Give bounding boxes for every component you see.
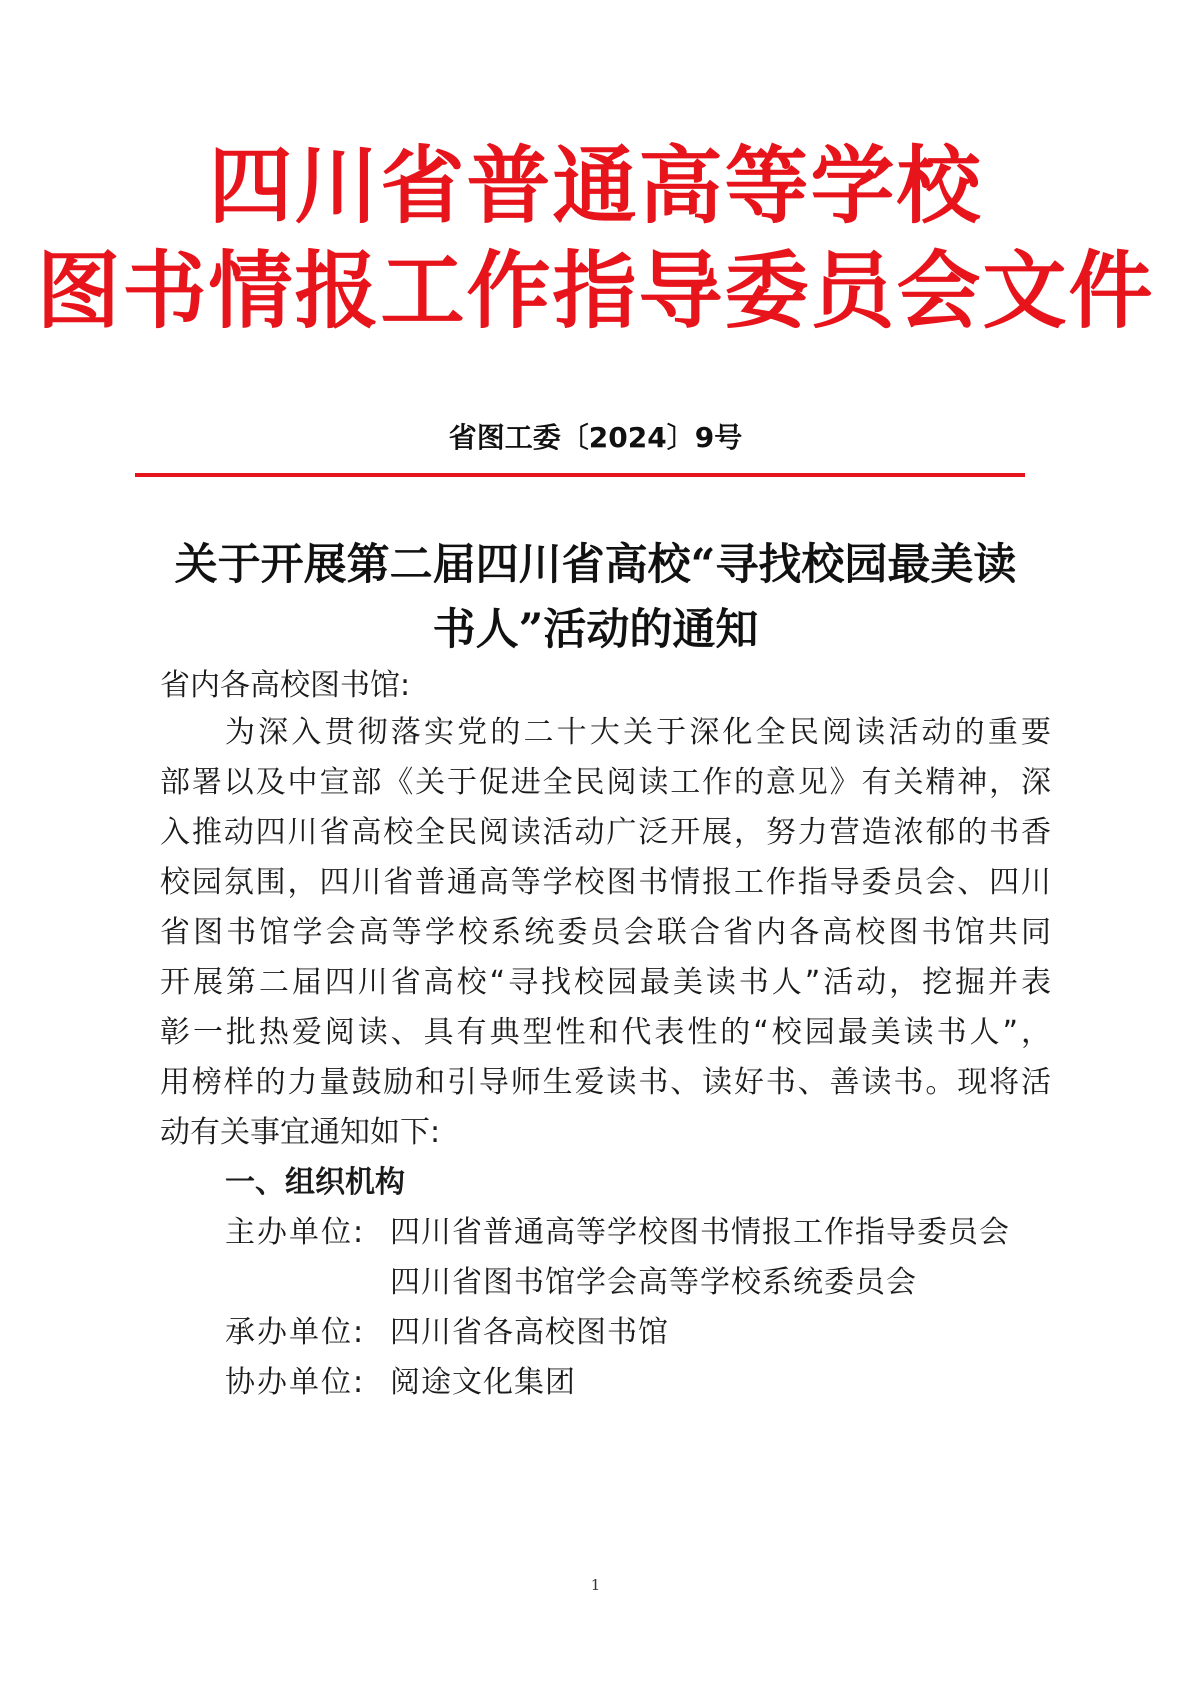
host-label: 承办单位: [225, 1315, 366, 1350]
host-value: 四川省各高校图书馆 [390, 1315, 669, 1350]
paragraph-line: 开展第二届四川省高校“寻找校园最美读书人”活动，挖掘并表 [160, 965, 1051, 1000]
paragraph-line: 为深入贯彻落实党的二十大关于深化全民阅读活动的重要 [225, 715, 1051, 750]
notice-title-line2: 书人”活动的通知 [432, 605, 759, 655]
paragraph-line: 动有关事宜通知如下: [160, 1115, 441, 1150]
organizer-value: 四川省图书馆学会高等学校系统委员会 [390, 1265, 917, 1300]
co-organizer-value: 阅途文化集团 [390, 1365, 576, 1400]
notice-title-line1: 关于开展第二届四川省高校“寻找校园最美读 [174, 540, 1017, 590]
paragraph-line: 入推动四川省高校全民阅读活动广泛开展，努力营造浓郁的书香 [160, 815, 1051, 850]
document-number: 省图工委〔2024〕9号 [448, 421, 743, 454]
paragraph-line: 用榜样的力量鼓励和引导师生爱读书、读好书、善读书。现将活 [160, 1065, 1051, 1100]
paragraph-line: 彰一批热爱阅读、具有典型性和代表性的“校园最美读书人”， [160, 1015, 1051, 1050]
salutation: 省内各高校图书馆: [160, 668, 411, 703]
section-heading: 一、组织机构 [225, 1165, 405, 1200]
page-number: 1 [590, 1576, 601, 1594]
masthead-title-line1: 四川省普通高等学校 [208, 137, 983, 235]
organizer-label: 主办单位: [225, 1215, 366, 1250]
masthead-title-line2: 图书情报工作指导委员会文件 [36, 242, 1155, 340]
paragraph-line: 校园氛围，四川省普通高等学校图书情报工作指导委员会、四川 [160, 865, 1051, 900]
co-organizer-label: 协办单位: [225, 1365, 366, 1400]
organizer-value: 四川省普通高等学校图书情报工作指导委员会 [390, 1215, 1010, 1250]
red-divider [135, 473, 1025, 477]
paragraph-line: 部署以及中宣部《关于促进全民阅读工作的意见》有关精神，深 [160, 765, 1051, 800]
paragraph-line: 省图书馆学会高等学校系统委员会联合省内各高校图书馆共同 [160, 915, 1051, 950]
